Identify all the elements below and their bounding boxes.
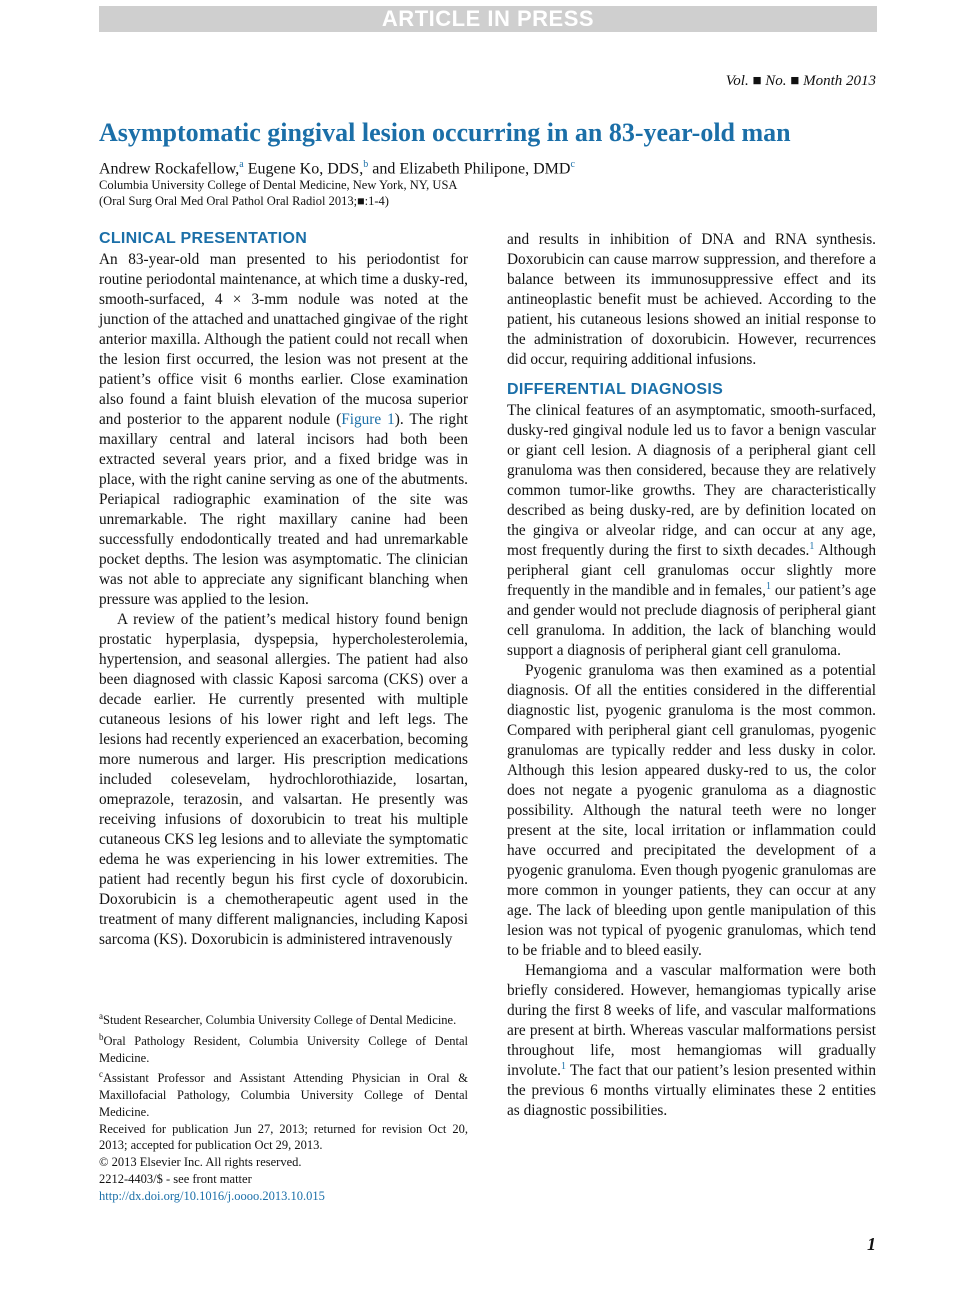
section-heading-differential: DIFFERENTIAL DIAGNOSIS — [507, 381, 724, 398]
publication-dates: Received for publication Jun 27, 2013; returned for revision Oct 20, 2013; accepted for publication Oct 29, 2013. — [99, 1121, 468, 1153]
footnote-marker: a — [99, 1011, 103, 1021]
article-in-press-banner: ARTICLE IN PRESS — [99, 6, 877, 32]
author-affiliation-marker[interactable]: c — [570, 159, 575, 170]
footnote-text: Oral Pathology Resident, Columbia University College of Dental Medicine. — [99, 1034, 468, 1065]
author-name: Andrew Rockafellow, — [99, 160, 240, 178]
left-column — [99, 228, 468, 950]
journal-citation: (Oral Surg Oral Med Oral Pathol Oral Radiol 2013;■:1-4) — [99, 194, 389, 208]
text-run: The clinical features of an asymptomatic, smooth-surfaced, dusky-red gingival nodule led us to favor a benign vascular or giant cell lesion. A diagnosis of a peripheral giant cell granuloma was then considered, because they are relatively common tumor-like growths. They are characteristically described as being dusky-red, are by definition located on the gingiva or alveolar ridge, and can occur at any age, most frequently during the first to sixth decades. — [507, 402, 876, 559]
paragraph — [507, 401, 876, 661]
author-name: Elizabeth Philipone, DMD — [399, 160, 571, 178]
article-title: Asymptomatic gingival lesion occurring in an 83-year-old man — [99, 118, 791, 147]
section-heading-clinical: CLINICAL PRESENTATION — [99, 230, 308, 247]
page-number: 1 — [867, 1234, 876, 1254]
reference-link[interactable]: 1 — [809, 540, 815, 552]
right-column — [507, 230, 876, 1121]
text-run: Although peripheral giant cell granulomas occur slightly more frequently in the mandible and in females, — [507, 542, 876, 599]
paragraph: A review of the patient’s medical history found benign prostatic hyperplasia, dyspepsia, hypercholesterolemia, hypertension, and seasonal allergies. The patient had also been diagnosed with classic Kaposi sarcoma (CKS) over a decade earlier. He currently presented with multiple cutaneous lesions of his lower right and left legs. The lesions had recently experienced an exacerbation, becoming more numerous and larger. His prescription medications included colesevelam, hydrochlorothiazide, losartan, omeprazole, terazosin, and valsartan. He presently was receiving infusions of doxorubicin to treat his multiple cutaneous CKS leg lesions and to alleviate the symptomatic edema he was experiencing in his lower extremities. The patient had recently begun his first cycle of doxorubicin. Doxorubicin is a chemotherapeutic agent used in the treatment of many different malignancies, including Kaposi sarcoma (KS). Doxorubicin is administered intravenously — [99, 611, 468, 948]
footnote-b — [99, 1029, 468, 1067]
copyright-notice: © 2013 Elsevier Inc. All rights reserved. — [99, 1155, 302, 1170]
paragraph: Pyogenic granuloma was then examined as a potential diagnosis. Of all the entities considered in the differential diagnostic list, pyogenic granuloma is the most common. Compared with peripheral giant cell granulomas, pyogenic granulomas are typically redder and less dusky in color. Although this lesion appeared dusky-red to us, the color does not negate a pyogenic granuloma as a diagnostic possibility. Although the natural teeth were no longer present at the site, local irritation or inflammation could have occurred and precipitated the development of a pyogenic granuloma. Even though pyogenic granulomas are more common in younger patients, they can occur at any age. The lack of bleeding upon gentle manipulation of this lesion was not typical of pyogenic granulomas, which tend to be friable and to bleed easily. — [507, 662, 876, 959]
footnote-a — [99, 1008, 468, 1029]
institution-affiliation: Columbia University College of Dental Medicine, New York, NY, USA — [99, 178, 458, 192]
figure-link[interactable]: Figure 1 — [341, 411, 395, 428]
footnote-marker: c — [99, 1069, 103, 1080]
doi-link[interactable]: http://dx.doi.org/10.1016/j.oooo.2013.10.015 — [99, 1188, 325, 1203]
text-run: our patient’s age and gender would not preclude diagnosis of peripheral giant cell granuloma. In addition, the lack of blanching would support a diagnosis of peripheral giant cell granuloma. — [507, 582, 876, 659]
author-name: Eugene Ko, DDS, — [247, 160, 364, 178]
author-separator: and — [368, 160, 400, 178]
footnotes — [99, 1008, 468, 1204]
paragraph — [507, 961, 876, 1121]
author-affiliation-marker[interactable]: b — [363, 159, 369, 170]
text-run: An 83-year-old man presented to his periodontist for routine periodontal maintenance, at which time a dusky-red, smooth-surfaced, 4 × 3-mm nodule was noted at the junction of the attached and unattached gingivae of the right anterior maxilla. Although the patient could not recall when the lesion first occurred, the lesion was not present at the patient’s office visit 6 months earlier. Close examination also found a faint bluish elevation of the mucosa superior and posterior to the apparent nodule ( — [99, 251, 468, 428]
issn: 2212-4403/$ - see front matter — [99, 1171, 252, 1186]
footnote-marker: b — [99, 1031, 104, 1042]
footnote-text: Assistant Professor and Assistant Attending Physician in Oral & Maxillofacial Pathology, Columbia University College of Dental Medicine. — [99, 1071, 468, 1119]
reference-link[interactable]: 1 — [560, 1060, 566, 1072]
text-run: Hemangioma and a vascular malformation were both briefly considered. However, hemangiomas typically arise during the first 8 weeks of life, and vascular malformations are present at birth. Whereas vascular malformations persist throughout life, most hemangiomas will gradually involute. — [507, 962, 876, 1079]
author-affiliation-marker[interactable]: a — [239, 159, 244, 170]
footnote-text: Student Researcher, Columbia University College of Dental Medicine. — [103, 1013, 457, 1028]
footnote-c — [99, 1066, 468, 1120]
paragraph: and results in inhibition of DNA and RNA synthesis. Doxorubicin can cause marrow suppression, and therefore a balance between its immunosuppressive effect and its antineoplastic benefit must be achieved. According to the patient, his cutaneous lesions showed an initial response to the administration of doxorubicin. However, recurrences did occur, requiring additional infusions. — [507, 231, 876, 368]
text-run: The fact that our patient’s lesion presented within the previous 6 months virtually eliminates these 2 entities as diagnostic possibilities. — [507, 1062, 876, 1119]
text-run: ). The right maxillary central and lateral incisors had both been extracted several years prior, and a fixed bridge was in place, with the right canine serving as one of the abutments. Periapical radiographic examination of the site was unremarkable. The right maxillary canine had been successfully endodontically treated and had unremarkable pocket depths. The lesion was asymptomatic. The clinician was not able to appreciate any significant blanching when pressure was applied to the lesion. — [99, 411, 468, 608]
issue-info: Vol. ■ No. ■ Month 2013 — [725, 73, 876, 89]
reference-link[interactable]: 1 — [765, 580, 771, 592]
paragraph — [99, 250, 468, 610]
